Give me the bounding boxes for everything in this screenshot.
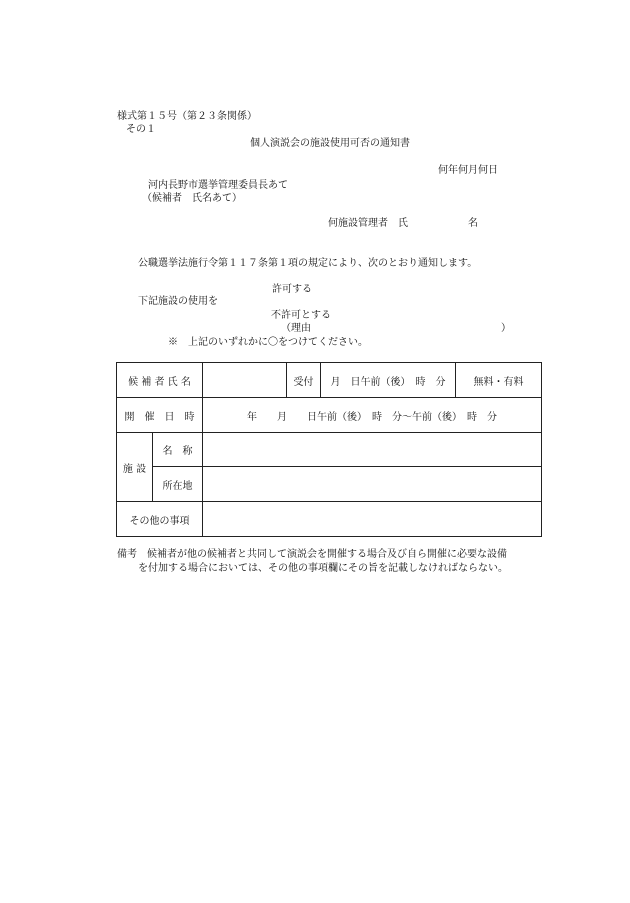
receipt-label: 受付 (287, 363, 321, 398)
remarks-line-1: 備考 候補者が他の候補者と共同して演説会を開催する場合及び自ら開催に必要な設備 (117, 549, 507, 560)
instruction-note: ※ 上記のいずれかに〇をつけてください。 (168, 337, 368, 348)
candidate-name-cell[interactable] (203, 363, 287, 398)
form-sub-number: その１ (126, 124, 156, 135)
option-deny: 不許可とする (271, 310, 331, 321)
facility-location-cell[interactable] (203, 467, 542, 502)
candidate-name-label: 候 補 者 氏 名 (117, 363, 203, 398)
table-row (117, 398, 542, 433)
notice-table (116, 362, 542, 537)
table-row (117, 502, 542, 537)
fee-cell[interactable]: 無料・有料 (456, 363, 542, 398)
other-matters-cell[interactable] (203, 502, 542, 537)
recipient: 河内長野市選挙管理委員長あて (148, 180, 288, 191)
receipt-time-cell[interactable]: 月 日午前（後） 時 分 (321, 363, 456, 398)
datetime-label: 開 催 日 時 (117, 398, 203, 433)
form-number: 様式第１５号（第２３条関係） (117, 111, 257, 122)
issue-date: 何年何月何日 (438, 165, 498, 176)
notice-text: 公職選挙法施行令第１１７条第１項の規定により、次のとおり通知します。 (138, 258, 478, 269)
option-permit: 許可する (272, 284, 312, 295)
other-matters-label: その他の事項 (117, 502, 203, 537)
facility-label: 施 設 (117, 433, 153, 502)
facility-location-label: 所在地 (153, 467, 203, 502)
facility-name-label: 名 称 (153, 433, 203, 467)
recipient-sub: （候補者 氏名あて） (142, 193, 242, 204)
table-row (117, 363, 542, 398)
remarks-line-2: を付加する場合においては、その他の事項欄にその旨を記載しなければならない。 (138, 563, 508, 574)
reason-line: （理由 ） (281, 323, 511, 334)
datetime-cell[interactable]: 年 月 日午前（後） 時 分～午前（後） 時 分 (203, 398, 542, 433)
table-row (117, 433, 542, 467)
document-title: 個人演説会の施設使用可否の通知書 (250, 138, 410, 149)
sender: 何施設管理者 氏 名 (328, 218, 478, 229)
facility-name-cell[interactable] (203, 433, 542, 467)
usage-line: 下記施設の使用を (138, 296, 218, 307)
table-row (117, 467, 542, 502)
